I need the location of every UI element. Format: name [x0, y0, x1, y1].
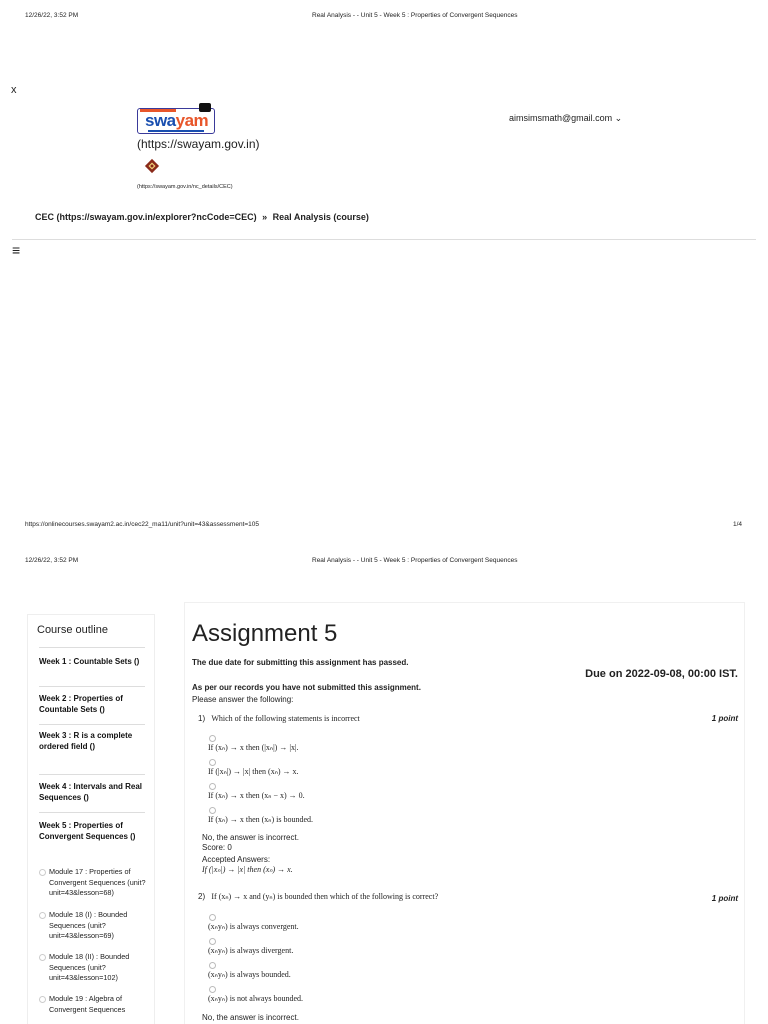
- instruction-text: Please answer the following:: [192, 695, 294, 704]
- not-submitted-notice: As per our records you have not submitted this assignment.: [192, 683, 421, 692]
- menu-icon[interactable]: ≡: [12, 242, 21, 258]
- q2-option-1-radio[interactable]: [209, 914, 216, 921]
- question-text: If (xₙ) → x and (yₙ) is bounded then which of the following is correct?: [211, 892, 439, 901]
- divider: [39, 647, 145, 648]
- question-2: [198, 892, 438, 901]
- q2-option-1-label: (xₙyₙ) is always convergent.: [208, 922, 299, 931]
- question-text: Which of the following statements is incorrect: [211, 714, 360, 723]
- status-dot-icon: [39, 954, 46, 961]
- print-title-2: Real Analysis - - Unit 5 - Week 5 : Properties of Convergent Sequences: [312, 557, 518, 564]
- question-1-points: 1 point: [711, 714, 738, 723]
- course-outline: [27, 614, 155, 1024]
- print-title: Real Analysis - - Unit 5 - Week 5 : Properties of Convergent Sequences: [312, 12, 518, 19]
- q1-option-3-radio[interactable]: [209, 783, 216, 790]
- q1-option-3-label: If (xₙ) → x then (xₙ − x) → 0.: [208, 791, 305, 800]
- module-19-link[interactable]: Module 19 : Algebra of Convergent Sequences: [39, 994, 149, 1015]
- question-1: [198, 714, 360, 723]
- q2-option-4-radio[interactable]: [209, 986, 216, 993]
- divider: [39, 686, 145, 687]
- question-number: 1): [198, 714, 206, 723]
- header-divider: [12, 239, 756, 240]
- week-5-link[interactable]: Week 5 : Properties of Convergent Sequences (): [39, 821, 136, 841]
- assignment-title: Assignment 5: [192, 620, 338, 647]
- course-outline-title: Course outline: [37, 624, 108, 636]
- print-timestamp: 12/26/22, 3:52 PM: [25, 12, 79, 19]
- swayam-link[interactable]: (https://swayam.gov.in): [137, 137, 260, 151]
- q2-option-3-radio[interactable]: [209, 962, 216, 969]
- divider: [39, 724, 145, 725]
- module-18-i-link[interactable]: Module 18 (I) : Bounded Sequences (unit?unit=43&lesson=69): [39, 910, 149, 942]
- q1-accepted-answer: If (|xₙ|) → |x| then (xₙ) → x.: [202, 865, 293, 874]
- week-2-link[interactable]: Week 2 : Properties of Countable Sets (): [39, 694, 123, 714]
- q1-score: Score: 0: [202, 843, 232, 852]
- cec-logo-icon[interactable]: [143, 157, 161, 175]
- breadcrumb-separator: »: [262, 212, 268, 222]
- divider: [39, 774, 145, 775]
- breadcrumb-cec[interactable]: CEC (https://swayam.gov.in/explorer?ncCode=CEC): [35, 212, 257, 222]
- q1-option-2-radio[interactable]: [209, 759, 216, 766]
- print-page-number: 1/4: [733, 521, 743, 528]
- module-17-link[interactable]: Module 17 : Properties of Convergent Sequences (unit?unit=43&lesson=68): [39, 867, 149, 899]
- week-1-link[interactable]: Week 1 : Countable Sets (): [39, 657, 140, 666]
- due-passed-notice: The due date for submitting this assignment has passed.: [192, 658, 409, 667]
- breadcrumb-course[interactable]: Real Analysis (course): [272, 212, 369, 222]
- week-3-link[interactable]: Week 3 : R is a complete ordered field (): [39, 731, 133, 751]
- q2-option-2-radio[interactable]: [209, 938, 216, 945]
- swayam-logo[interactable]: [137, 108, 215, 134]
- logo-underline: [148, 130, 204, 132]
- print-url: https://onlinecourses.swayam2.ac.in/cec22_ma11/unit?unit=43&assessment=105: [25, 521, 260, 528]
- print-timestamp-2: 12/26/22, 3:52 PM: [25, 557, 79, 564]
- divider: [39, 812, 145, 813]
- q1-option-1-label: If (xₙ) → x then (|xₙ|) → |x|.: [208, 743, 299, 752]
- week-4-link[interactable]: Week 4 : Intervals and Real Sequences (): [39, 782, 143, 802]
- chevron-down-icon: ⌄: [614, 113, 623, 123]
- q2-option-2-label: (xₙyₙ) is always divergent.: [208, 946, 294, 955]
- q1-option-4-radio[interactable]: [209, 807, 216, 814]
- module-18-ii-link[interactable]: Module 18 (II) : Bounded Sequences (unit?unit=43&lesson=102): [39, 952, 149, 984]
- question-2-points: 1 point: [711, 894, 738, 903]
- q2-result: No, the answer is incorrect.: [202, 1013, 299, 1022]
- assignment-panel: [184, 602, 745, 1024]
- status-dot-icon: [39, 912, 46, 919]
- due-date: Due on 2022-09-08, 00:00 IST.: [585, 668, 738, 680]
- q1-option-1-radio[interactable]: [209, 735, 216, 742]
- q1-accepted-label: Accepted Answers:: [202, 855, 271, 864]
- breadcrumb: [35, 212, 369, 222]
- status-dot-icon: [39, 869, 46, 876]
- cec-link[interactable]: (https://swayam.gov.in/nc_details/CEC): [137, 184, 233, 190]
- logo-wordmark: swayam: [145, 111, 209, 130]
- user-email: aimsimsmath@gmail.com: [509, 113, 613, 123]
- q2-option-4-label: (xₙyₙ) is not always bounded.: [208, 994, 304, 1003]
- user-menu[interactable]: [509, 113, 622, 124]
- q1-option-2-label: If (|xₙ|) → |x| then (xₙ) → x.: [208, 767, 299, 776]
- close-button[interactable]: x: [11, 84, 17, 96]
- q2-option-3-label: (xₙyₙ) is always bounded.: [208, 970, 291, 979]
- q1-option-4-label: If (xₙ) → x then (xₙ) is bounded.: [208, 815, 314, 824]
- q1-result: No, the answer is incorrect.: [202, 833, 299, 842]
- question-number: 2): [198, 892, 206, 901]
- status-dot-icon: [39, 996, 46, 1003]
